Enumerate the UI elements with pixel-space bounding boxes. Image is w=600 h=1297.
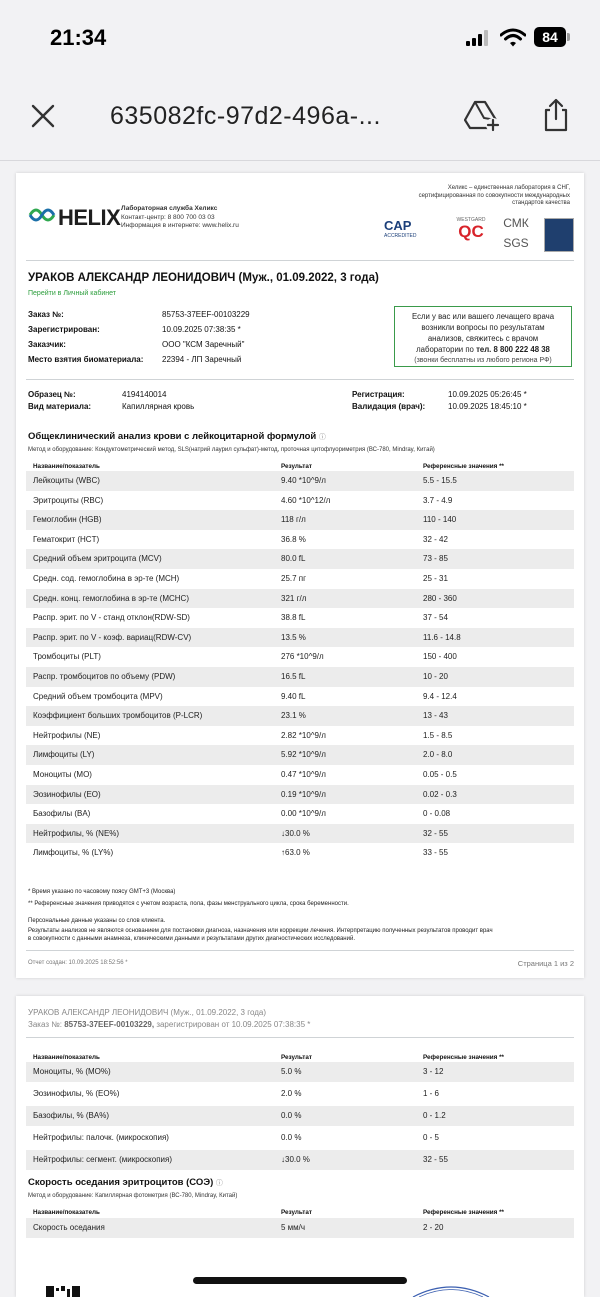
- row-reference: 110 - 140: [423, 515, 457, 525]
- table-row: [26, 785, 574, 805]
- registration-label: Регистрация:: [352, 390, 405, 399]
- table-row: [26, 706, 574, 726]
- row-name: Базофилы (BA): [33, 809, 91, 819]
- row-reference: 32 - 55: [423, 828, 448, 838]
- row-reference: 32 - 42: [423, 534, 448, 544]
- westgard-badge: [453, 217, 489, 241]
- table-row: [26, 471, 574, 491]
- date-labels: [352, 389, 425, 413]
- document-title: 635082fc-97d2-496a-...: [110, 102, 381, 130]
- row-name: Коэффициент больших тромбоцитов (P-LCR): [33, 711, 203, 721]
- page2-order-registered: зарегистрирован от 10.09.2025 07:38:35 *: [154, 1020, 311, 1029]
- cellular-signal-icon: [466, 30, 490, 46]
- table-row: [26, 687, 574, 707]
- row-result: [281, 1111, 301, 1120]
- row-result-value: 276 *10^9/л: [281, 652, 324, 662]
- table-row: [26, 491, 574, 511]
- row-result: [281, 496, 330, 505]
- customer-value: ООО "КСМ Заречный": [162, 340, 245, 349]
- row-name: Эозинофилы (EO): [33, 789, 101, 799]
- customer-label: Заказчик:: [28, 340, 66, 349]
- doctor-contact-notice: [394, 306, 572, 367]
- row-result: [281, 554, 305, 563]
- row-result-value: 0.0 %: [281, 1133, 302, 1142]
- table-row: [26, 647, 574, 667]
- row-reference: 33 - 55: [423, 848, 448, 858]
- row-result: [281, 613, 305, 622]
- row-result-value: 0.19 *10^9/л: [281, 789, 326, 799]
- cert-line-3: стандартов качества: [512, 200, 570, 206]
- row-result-value: 25.7 пг: [281, 574, 307, 583]
- row-reference: 73 - 85: [423, 554, 448, 564]
- cap-badge-title: CAP: [384, 218, 412, 233]
- row-result-value: 23.1 %: [281, 711, 306, 721]
- row-name: Нейтрофилы, % (NE%): [33, 828, 120, 838]
- row-result: [281, 594, 306, 603]
- order-number-value: 85753-37EEF-00103229: [162, 310, 250, 319]
- row-result: [281, 692, 305, 701]
- row-result-value: 0.47 *10^9/л: [281, 770, 326, 779]
- order-divider: [26, 379, 574, 380]
- esr-column-header-reference: Референсные значения **: [423, 1209, 504, 1216]
- westgard-label: WESTGARD: [456, 217, 486, 223]
- row-reference: 25 - 31: [423, 574, 448, 583]
- row-name: Моноциты, % (MO%): [33, 1067, 111, 1076]
- row-name: Лимфоциты, % (LY%): [33, 848, 114, 858]
- table-row: [26, 549, 574, 569]
- row-reference: 0.05 - 0.5: [423, 770, 457, 779]
- row-result: [281, 790, 326, 799]
- page2-patient: УРАКОВ АЛЕКСАНДР ЛЕОНИДОВИЧ (Муж., 01.09.2022, 3 года): [28, 1008, 267, 1017]
- row-result: [281, 535, 306, 544]
- row-name: Средн. конц. гемоглобина в эр-те (MCHC): [33, 593, 189, 603]
- esr-title-text: Скорость оседания эритроцитов (СОЭ): [28, 1177, 214, 1188]
- row-result-value: 30.0 %: [285, 1155, 310, 1164]
- cert-line-2: сертифицированная по совокупности международных: [418, 192, 570, 199]
- row-reference: 0 - 1.2: [423, 1111, 446, 1120]
- row-result: [281, 809, 326, 818]
- row-result-value: 2.0 %: [281, 1089, 302, 1098]
- esr-info-icon[interactable]: ⓘ: [215, 1180, 223, 1187]
- iso-badge-icon: [544, 218, 574, 252]
- row-name: Лимфоциты (LY): [33, 750, 95, 760]
- helix-logo-icon: [28, 203, 56, 227]
- disclaimer-line-2: в совокупности с данными анамнеза, клиническими данными и результатами других диагностических исследований.: [28, 936, 355, 942]
- notice-line-2: возникли вопросы по результатам: [421, 323, 545, 332]
- row-name: Нейтрофилы: сегмент. (микроскопия): [33, 1155, 172, 1164]
- report-page-1: [16, 173, 584, 978]
- page2-column-header-name: Название/показатель: [33, 1054, 100, 1061]
- row-result: [281, 1067, 301, 1076]
- table-row: [26, 608, 574, 628]
- row-result: [281, 1133, 301, 1142]
- column-header-result: Результат: [281, 463, 312, 470]
- row-result: [281, 711, 306, 720]
- footer-divider: [26, 950, 574, 951]
- row-result: 5 мм/ч: [281, 1223, 306, 1232]
- row-reference: 2.0 - 8.0: [423, 750, 453, 760]
- report-created: Отчет создан: 10.09.2025 18:52:56 *: [28, 960, 128, 966]
- row-result: [281, 574, 306, 583]
- table-row: [26, 824, 574, 844]
- row-reference: 1.5 - 8.5: [423, 730, 453, 740]
- row-reference: 9.4 - 12.4: [423, 691, 457, 701]
- row-result: [281, 672, 305, 681]
- row-result-value: 0.0 %: [281, 1111, 302, 1120]
- column-header-name: Название/показатель: [33, 463, 100, 470]
- table-row: [26, 1218, 574, 1238]
- order-labels: [28, 307, 143, 367]
- cbc-method: Метод и оборудование: Кондуктометрический метод, SLS(натрий лаурил сульфат)-метод, проточная цитофлуориметрия (ВС-780, Mindray, Китай): [28, 447, 435, 453]
- row-name: Лейкоциты (WBC): [33, 476, 100, 485]
- row-name: Скорость оседания: [33, 1223, 105, 1232]
- row-reference: 2 - 20: [423, 1223, 444, 1232]
- row-name: Базофилы, % (BA%): [33, 1111, 109, 1120]
- row-reference: 5.5 - 15.5: [423, 476, 457, 485]
- column-header-reference: Референсные значения **: [423, 463, 504, 470]
- personal-cabinet-link[interactable]: Перейти в Личный кабинет: [28, 290, 117, 297]
- row-result-value: 118 г/л: [281, 515, 306, 525]
- disclaimer: [28, 927, 576, 943]
- row-result: [281, 829, 310, 838]
- row-name: Эритроциты (RBC): [33, 495, 104, 505]
- row-result: [281, 476, 326, 485]
- row-result-value: 63.0 %: [285, 848, 310, 858]
- row-reference: 1 - 6: [423, 1089, 440, 1098]
- cap-badge-sub: ACCREDITED: [384, 233, 417, 239]
- row-name: Гематокрит (HCT): [33, 534, 100, 544]
- sgs-label: SGS: [503, 236, 529, 250]
- page2-order-label: Заказ №:: [28, 1020, 65, 1029]
- sgs-badge: [501, 217, 531, 250]
- viewer-toolbar: [0, 75, 600, 161]
- row-reference: 11.6 - 14.8: [423, 632, 461, 642]
- table-row: [26, 804, 574, 824]
- sample-number-value: 4194140014: [122, 390, 167, 399]
- table-row: [26, 1106, 574, 1126]
- row-name: Гемоглобин (HGB): [33, 515, 102, 525]
- esr-section-title: [28, 1177, 223, 1188]
- personal-data-note: Персональные данные указаны со слов клиента.: [28, 918, 166, 924]
- table-row: [26, 726, 574, 746]
- row-reference: 10 - 20: [423, 672, 448, 681]
- row-reference: 32 - 55: [423, 1155, 448, 1164]
- report-page-2: [16, 996, 584, 1297]
- row-result-value: 2.82 *10^9/л: [281, 730, 326, 740]
- row-result: [281, 1155, 310, 1164]
- row-name: Распр. эрит. по V - коэф. вариац(RDW-CV): [33, 632, 192, 642]
- lab-web: Информация в интернете: www.helix.ru: [121, 222, 239, 229]
- table-row: [26, 1128, 574, 1148]
- row-flag-icon: ↑: [281, 848, 285, 858]
- row-name: Моноциты (MO): [33, 770, 92, 779]
- row-result-value: 36.8 %: [281, 534, 306, 544]
- material-label: Вид материала:: [28, 402, 92, 411]
- row-result: [281, 770, 326, 779]
- esr-method: Метод и оборудование: Капиллярная фотометрия (ВС-780, Mindray, Китай): [28, 1193, 238, 1199]
- row-name: Тромбоциты (PLT): [33, 652, 101, 662]
- certification-text: [380, 185, 570, 208]
- notice-line-4: лаборатории по: [416, 345, 477, 354]
- header-divider: [26, 260, 574, 261]
- esr-column-header-result: Результат: [281, 1209, 312, 1216]
- cbc-section-title: [28, 431, 326, 442]
- info-icon[interactable]: ⓘ: [318, 434, 326, 441]
- page2-column-header-result: Результат: [281, 1054, 312, 1061]
- helix-logo-text: HELIX: [58, 205, 121, 230]
- table-row: [26, 1062, 574, 1082]
- row-name: Распр. тромбоцитов по объему (PDW): [33, 672, 176, 681]
- row-reference: 3 - 12: [423, 1067, 444, 1076]
- patient-name: УРАКОВ АЛЕКСАНДР ЛЕОНИДОВИЧ (Муж., 01.09.2022, 3 года): [28, 272, 379, 284]
- row-result-value: 80.0 fL: [281, 554, 306, 564]
- row-result-value: 321 г/л: [281, 593, 307, 603]
- registered-label: Зарегистрирован:: [28, 325, 100, 334]
- date-values: [448, 389, 527, 413]
- row-name: Распр. эрит. по V - станд отклон(RDW-SD): [33, 613, 190, 623]
- row-result-value: 9.40 fL: [281, 691, 306, 701]
- share-icon[interactable]: [540, 97, 572, 133]
- row-reference: 37 - 54: [423, 613, 448, 623]
- lab-name: Лабораторная служба Хеликс: [121, 205, 218, 212]
- row-name: Нейтрофилы: палочк. (микроскопия): [33, 1133, 169, 1142]
- table-row: [26, 1084, 574, 1104]
- footnote-timezone: * Время указано по часовому поясу GMT+3 (Москва): [28, 889, 176, 895]
- registered-value: 10.09.2025 07:38:35 *: [162, 325, 241, 334]
- row-name: Средн. сод. гемоглобина в эр-те (MCH): [33, 574, 180, 583]
- cbc-title-text: Общеклинический анализ крови с лейкоцитарной формулой: [28, 431, 317, 442]
- validation-label: Валидация (врач):: [352, 402, 426, 411]
- row-result: [281, 848, 310, 857]
- order-values: [162, 307, 250, 367]
- lab-contact: Контакт-центр: 8 800 700 03 03: [121, 213, 215, 221]
- cert-line-1: Хеликс – единственная лаборатория в СНГ,: [447, 185, 570, 191]
- order-number-label: Заказ №:: [28, 310, 64, 319]
- page2-header-divider: [26, 1037, 574, 1038]
- validation-value: 10.09.2025 18:45:10 *: [448, 402, 527, 411]
- close-icon[interactable]: [30, 103, 56, 129]
- table-row: [26, 569, 574, 589]
- page2-header: [28, 1007, 310, 1031]
- row-result-value: 5.92 *10^9/л: [281, 750, 326, 760]
- row-name: Средний объем эритроцита (MCV): [33, 554, 162, 564]
- row-result-value: 13.5 %: [281, 632, 306, 642]
- row-reference: 0 - 0.08: [423, 809, 451, 819]
- disclaimer-line-1: Результаты анализов не являются основанием для постановки диагноза, назначения или коррекции лечения. Интерпретацию полученных результатов проводит врач: [28, 928, 493, 934]
- row-reference: 0 - 5: [423, 1133, 440, 1142]
- add-to-drive-icon[interactable]: [464, 99, 502, 133]
- table-row: [26, 628, 574, 648]
- footnote-reference: ** Референсные значения приводятся с учетом возраста, пола, фазы менструального цикла, срока беременности.: [28, 901, 349, 907]
- sample-values: [122, 389, 194, 413]
- row-result: [281, 652, 324, 661]
- qr-code-icon: [46, 1286, 80, 1297]
- notice-line-3: анализов, свяжитесь с врачом: [427, 334, 539, 343]
- home-indicator[interactable]: [193, 1277, 407, 1284]
- row-reference: 3.7 - 4.9: [423, 495, 453, 505]
- notice-line-5: (звонки бесплатны из любого региона РФ): [414, 357, 552, 364]
- table-row: [26, 745, 574, 765]
- registration-value: 10.09.2025 05:26:45 *: [448, 390, 527, 399]
- table-row: [26, 530, 574, 550]
- battery-tip: [567, 33, 570, 41]
- row-reference: 150 - 400: [423, 652, 457, 662]
- row-flag-icon: ↓: [281, 828, 285, 838]
- row-result-value: 5.0 %: [281, 1067, 302, 1076]
- row-result: [281, 515, 306, 524]
- table-row: [26, 1150, 574, 1170]
- material-value: Капиллярная кровь: [122, 402, 195, 411]
- page-number: Страница 1 из 2: [517, 959, 574, 968]
- westgard-qc: QC: [458, 222, 484, 241]
- row-name: Средний объем тромбоцита (MPV): [33, 691, 163, 701]
- notice-line-1: Если у вас или вашего лечащего врача: [411, 312, 555, 321]
- row-reference: 0.02 - 0.3: [423, 789, 457, 799]
- row-name: Эозинофилы, % (EO%): [33, 1089, 120, 1098]
- row-result-value: 16.5 fL: [281, 672, 306, 681]
- page2-column-header-reference: Референсные значения **: [423, 1054, 504, 1061]
- status-time: 21:34: [50, 25, 107, 50]
- row-result: [281, 731, 326, 740]
- row-result: [281, 633, 306, 642]
- row-result: [281, 1089, 301, 1098]
- row-result: [281, 750, 326, 759]
- esr-column-header-name: Название/показатель: [33, 1209, 100, 1216]
- page2-order-number: 85753-37EEF-00103229,: [64, 1020, 155, 1029]
- cap-badge: [384, 219, 428, 249]
- row-result-value: 30.0 %: [285, 828, 310, 838]
- lab-info: [121, 205, 239, 231]
- sample-labels: [28, 389, 91, 413]
- biomaterial-place-value: 22394 - ЛП Заречный: [162, 355, 242, 364]
- row-result-value: 38.8 fL: [281, 613, 306, 623]
- sample-number-label: Образец №:: [28, 390, 76, 399]
- wifi-icon: [500, 28, 526, 48]
- sgs-cmk: СМК: [503, 216, 529, 230]
- row-result-value: 9.40 *10^9/л: [281, 476, 326, 485]
- row-result-value: 4.60 *10^12/л: [281, 495, 331, 505]
- row-flag-icon: ↓: [281, 1155, 285, 1164]
- table-row: [26, 589, 574, 609]
- table-row: [26, 667, 574, 687]
- seal-stamp-icon: [411, 1283, 491, 1297]
- biomaterial-place-label: Место взятия биоматериала:: [28, 355, 144, 364]
- row-result-value: 0.00 *10^9/л: [281, 809, 326, 819]
- table-row: [26, 765, 574, 785]
- row-name: Нейтрофилы (NE): [33, 730, 101, 740]
- status-bar: [0, 0, 600, 75]
- table-row: [26, 843, 574, 863]
- notice-phone[interactable]: тел. 8 800 222 48 38: [476, 345, 550, 354]
- battery-icon: 84: [534, 27, 566, 47]
- row-reference: 280 - 360: [423, 593, 457, 603]
- table-row: [26, 510, 574, 530]
- row-reference: 13 - 43: [423, 711, 448, 721]
